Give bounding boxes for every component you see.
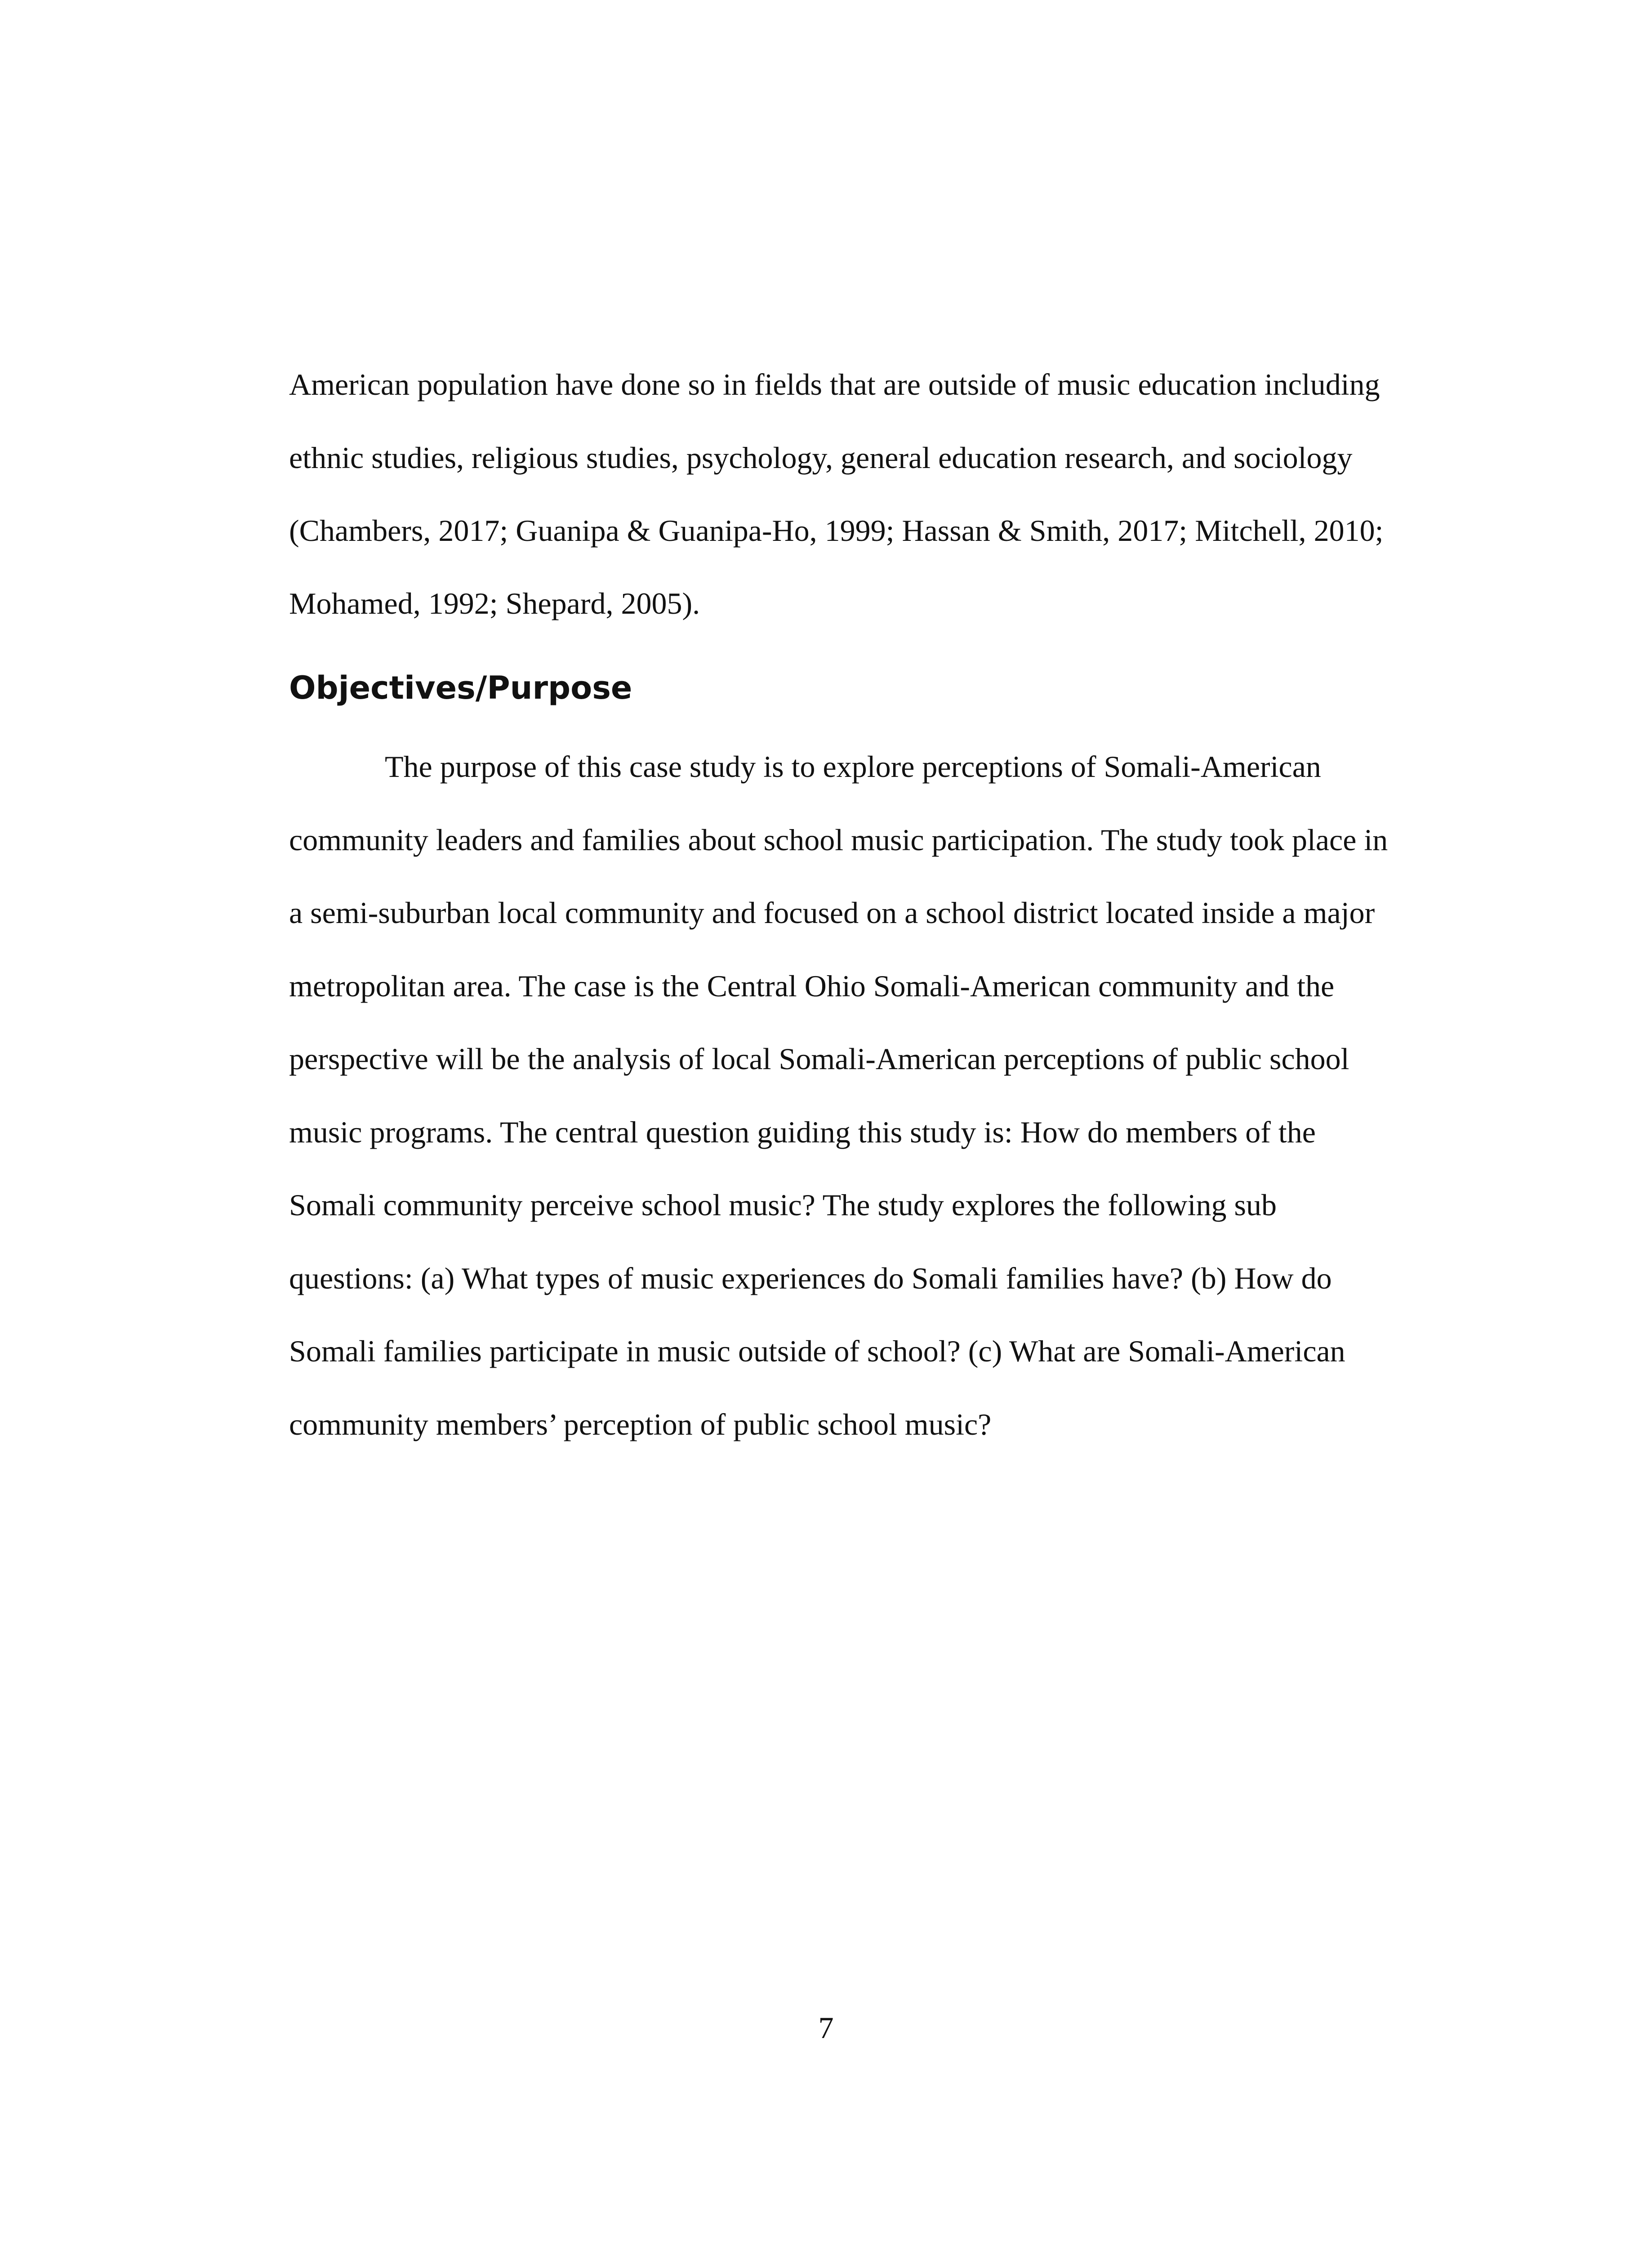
paragraph-line: ethnic studies, religious studies, psychology, general education research, and sociology <box>289 441 1353 475</box>
paragraph-line: Somali community perceive school music? The study explores the following sub <box>289 1188 1277 1222</box>
paragraph-line: American population have done so in fields that are outside of music education including <box>289 367 1380 401</box>
paragraph-line: Somali families participate in music outside of school? (c) What are Somali-American <box>289 1334 1345 1368</box>
paragraph-line: a semi-suburban local community and focused on a school district located inside a major <box>289 896 1375 930</box>
paragraph-line: questions: (a) What types of music experiences do Somali families have? (b) How do <box>289 1261 1332 1295</box>
paragraph-line: The purpose of this case study is to explore perceptions of Somali-American <box>385 749 1321 784</box>
section-heading: Objectives/Purpose <box>289 669 632 706</box>
paragraph-line: community leaders and families about school music participation. The study took place in <box>289 823 1388 857</box>
paragraph-line: metropolitan area. The case is the Central Ohio Somali-American community and the <box>289 969 1335 1003</box>
paragraph-line: perspective will be the analysis of local Somali-American perceptions of public school <box>289 1042 1349 1076</box>
page-number: 7 <box>818 2011 834 2045</box>
paragraph-line: (Chambers, 2017; Guanipa & Guanipa-Ho, 1999; Hassan & Smith, 2017; Mitchell, 2010; <box>289 513 1384 548</box>
paragraph-line: music programs. The central question guiding this study is: How do members of the <box>289 1115 1316 1149</box>
paragraph-line: community members’ perception of public school music? <box>289 1407 992 1441</box>
paragraph-line: Mohamed, 1992; Shepard, 2005). <box>289 586 700 620</box>
